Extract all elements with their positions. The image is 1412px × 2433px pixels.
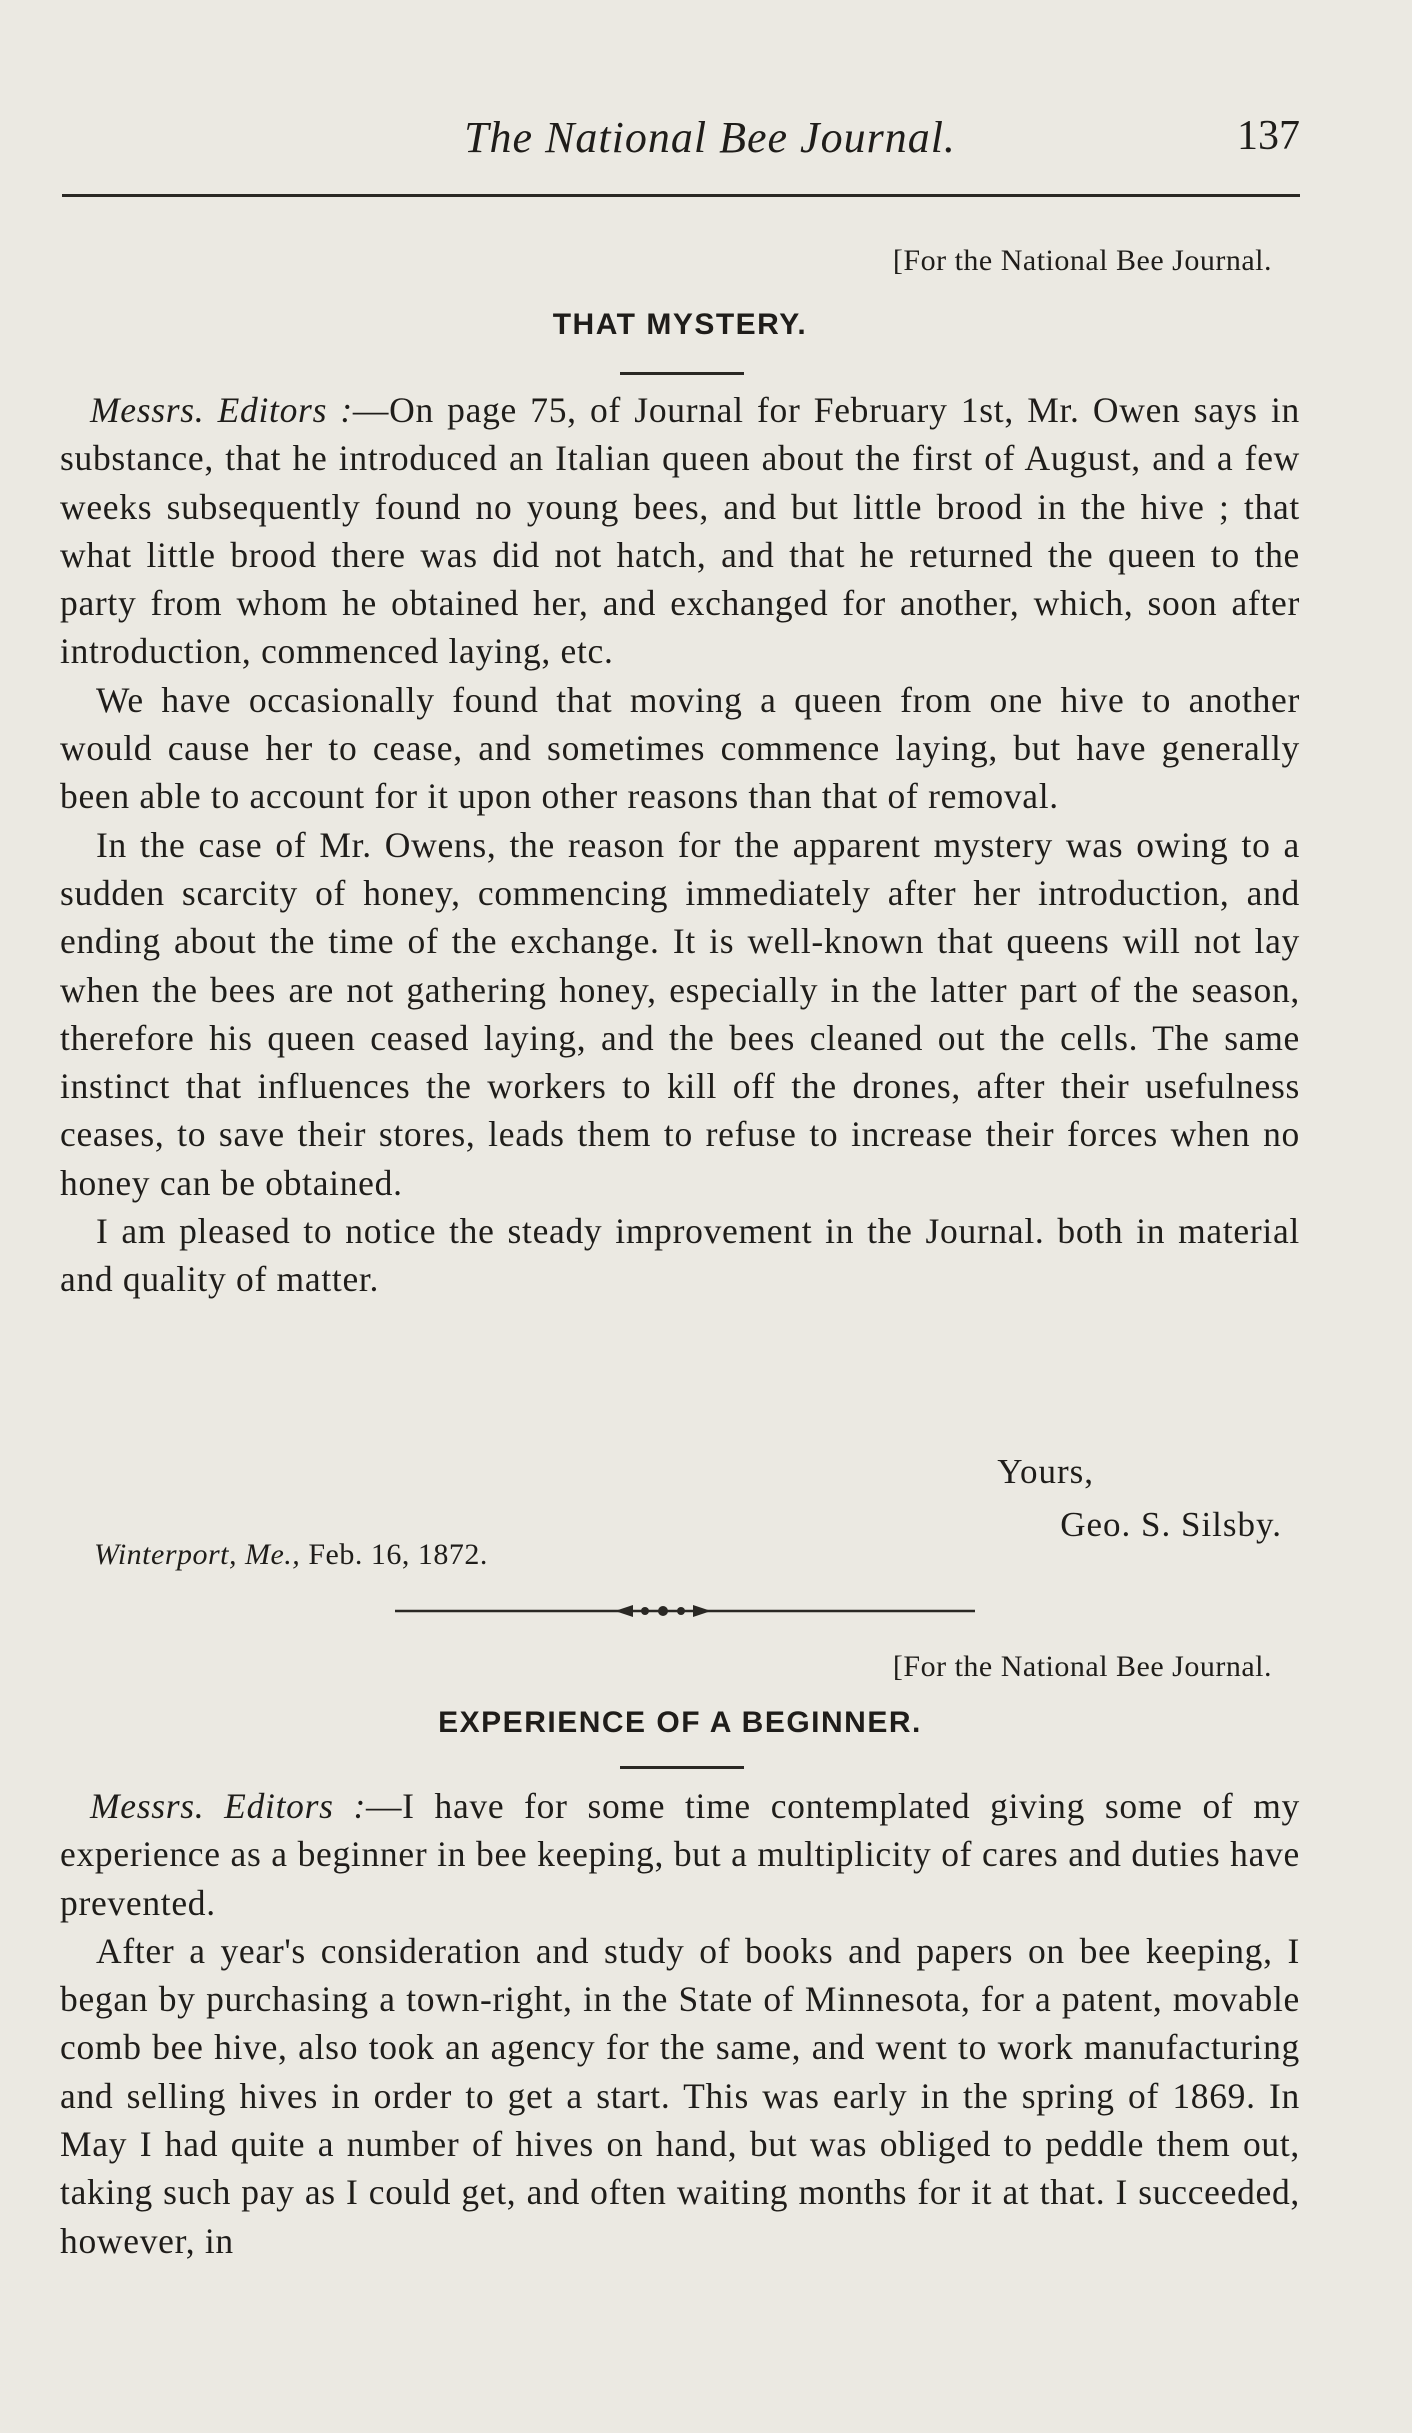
page-number: 137 [1237, 113, 1300, 159]
dateline-date: Feb. 16, 1872. [308, 1538, 488, 1571]
article2-title: EXPERIENCE OF A BEGINNER. [438, 1706, 922, 1739]
article1-dateline [94, 1538, 488, 1572]
article1-paragraph-3: In the case of Mr. Owens, the reason for the apparent mystery was owing to a sudden scarcity of honey, commencing immediately after her introduction, and ending about the time of the exchange. It is well-known that queens will not lay when the bees are not gathering honey, especially in the latter part of the season, therefore his queen ceased laying, and the bees cleaned out the cells. The same instinct that influences the workers to kill off the drones, after their usefulness ceases, to save their stores, leads them to refuse to increase their forces when no honey can be obtained. [60, 824, 1300, 1203]
article1-title: THAT MYSTERY. [552, 308, 808, 341]
article1-credit: [For the National Bee Journal. [892, 244, 1272, 277]
article2-paragraph-2: After a year's consideration and study of books and papers on bee keeping, I began by purchasing a town-right, in the State of Minnesota, for a patent, movable comb bee hive, also took an agency for the same, and went to work manufacturing and selling hives in order to get a start. This was early in the spring of 1869. In May I had quite a number of hives on hand, but was obliged to peddle them out, taking such pay as I could get, and often waiting months for it at that. I succeeded, however, in [60, 1930, 1300, 2261]
article1-paragraph-1 [60, 386, 1300, 676]
dateline-place: Winterport, Me., [94, 1538, 301, 1571]
running-title: The National Bee Journal. [464, 113, 956, 162]
page-header [60, 112, 1300, 172]
section-divider-ornament [395, 1596, 975, 1626]
article2-title-rule [620, 1766, 744, 1769]
article1-salutation: Messrs. Editors : [90, 390, 353, 430]
article2-body [60, 1782, 1300, 2265]
article1-p1-text: —On page 75, of Journal for February 1st, Mr. Owen says in substance, that he introduced an Italian queen about the first of August, and a few weeks subsequently found no young bees, and but little brood in the hive ; that what little brood there was did not hatch, and that he returned the queen to the party from whom he obtained her, and exchanged for another, which, soon after introduction, commenced laying, etc. [60, 390, 1300, 672]
article1-body [60, 386, 1300, 1304]
article2-p1-text: —I have for some time contemplated giving some of my experience as a beginner in bee keeping, but a multiplicity of cares and duties have prevented. [60, 1786, 1301, 1923]
article2-salutation: Messrs. Editors : [90, 1786, 366, 1826]
article2-credit: [For the National Bee Journal. [892, 1650, 1272, 1683]
article1-signature: Geo. S. Silsby. [1060, 1505, 1282, 1544]
article1-paragraph-2: We have occasionally found that moving a queen from one hive to another would cause her to cease, and sometimes commence laying, but have generally been able to account for it upon other reasons than that of removal. [60, 679, 1300, 817]
article2-paragraph-1 [60, 1782, 1300, 1927]
header-rule [62, 194, 1300, 197]
article1-yours: Yours, [997, 1452, 1094, 1491]
article1-title-rule [620, 372, 744, 375]
article1-paragraph-4: I am pleased to notice the steady improvement in the Journal. both in material and quality of matter. [60, 1211, 1300, 1300]
